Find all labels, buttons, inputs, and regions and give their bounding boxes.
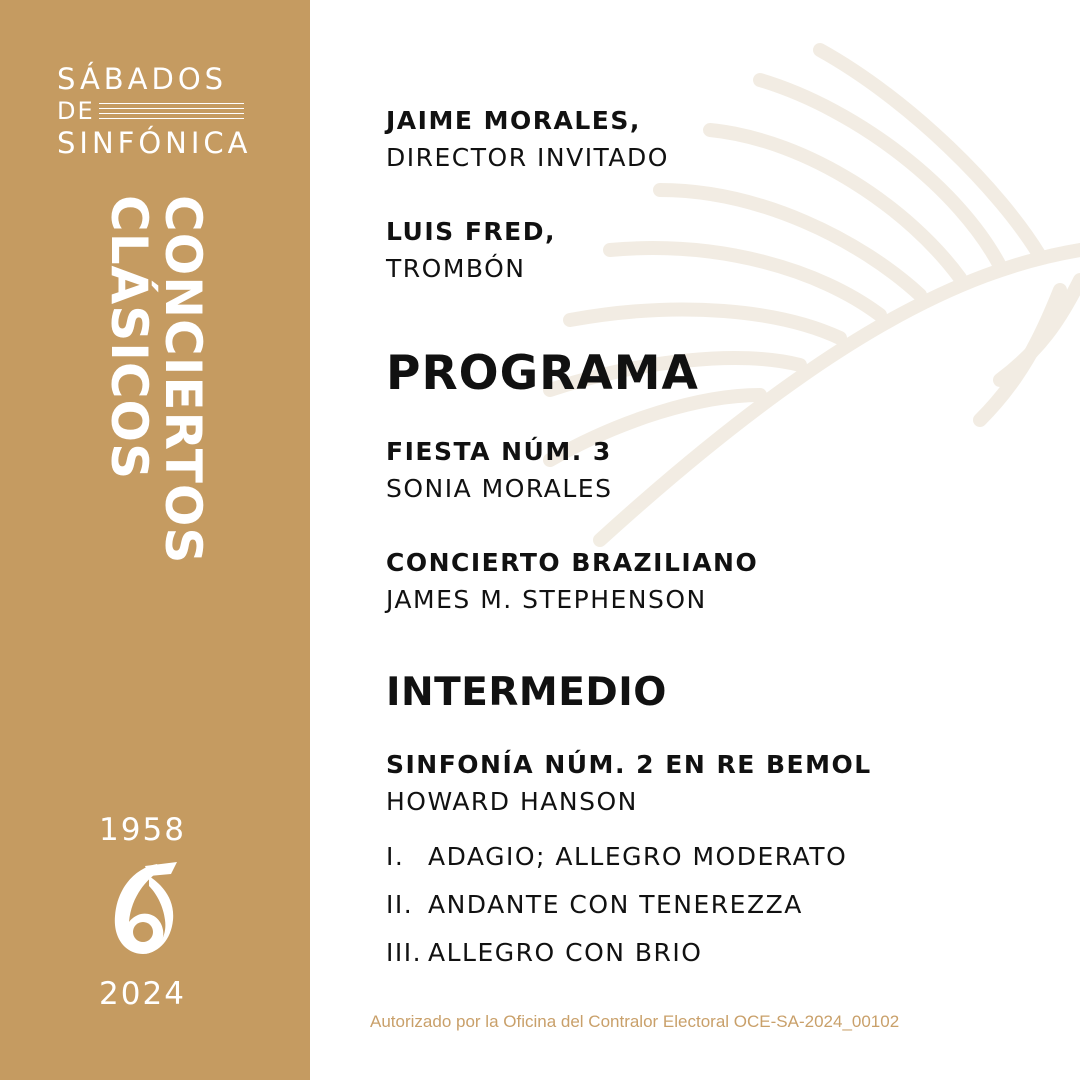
movement-2-name: ANDANTE CON TENEREZZA: [428, 890, 803, 919]
movement-2-number: II.: [386, 890, 414, 919]
work-1-composer: SONIA MORALES: [386, 474, 613, 503]
series-title-line-2: CLÁSICOS: [100, 195, 158, 481]
movement-1-name: ADAGIO; ALLEGRO MODERATO: [428, 842, 848, 871]
staff-lines-icon: [99, 103, 244, 120]
movement-2: [386, 890, 803, 919]
movement-3-number: III.: [386, 938, 423, 967]
start-year: 1958: [99, 812, 186, 848]
sidebar: [0, 0, 310, 1080]
brand-logo: [57, 62, 257, 160]
final-work-title: SINFONÍA NÚM. 2 EN RE BEMOL: [386, 750, 872, 779]
movement-3-name: ALLEGRO CON BRIO: [428, 938, 703, 967]
end-year: 2024: [99, 976, 186, 1012]
authorization-footer: Autorizado por la Oficina del Contralor Electoral OCE-SA-2024_00102: [370, 1012, 900, 1031]
brand-line-1: SÁBADOS: [57, 62, 228, 96]
series-title-text: [102, 195, 210, 564]
final-work-composer: HOWARD HANSON: [386, 787, 638, 816]
brand-de-text: DE: [57, 97, 95, 125]
intermission-heading: INTERMEDIO: [386, 670, 667, 715]
series-title-line-1: CONCIERTOS: [154, 195, 212, 565]
performer-2-role: TROMBÓN: [386, 254, 526, 283]
brand-line-2: [57, 96, 257, 126]
movement-1-number: I.: [386, 842, 405, 871]
program-heading: PROGRAMA: [386, 346, 699, 401]
brand-line-3: SINFÓNICA: [57, 126, 252, 160]
performer-1-name: JAIME MORALES,: [386, 106, 641, 135]
performer-2-name: LUIS FRED,: [386, 217, 557, 246]
work-2-title: CONCIERTO BRAZILIANO: [386, 548, 759, 577]
performer-1-role: DIRECTOR INVITADO: [386, 143, 669, 172]
work-2-composer: JAMES M. STEPHENSON: [386, 585, 707, 614]
work-1-title: FIESTA NÚM. 3: [386, 437, 612, 466]
movement-3: [386, 938, 702, 967]
movement-1: [386, 842, 847, 871]
anniversary-65-logo-icon: [105, 858, 185, 958]
